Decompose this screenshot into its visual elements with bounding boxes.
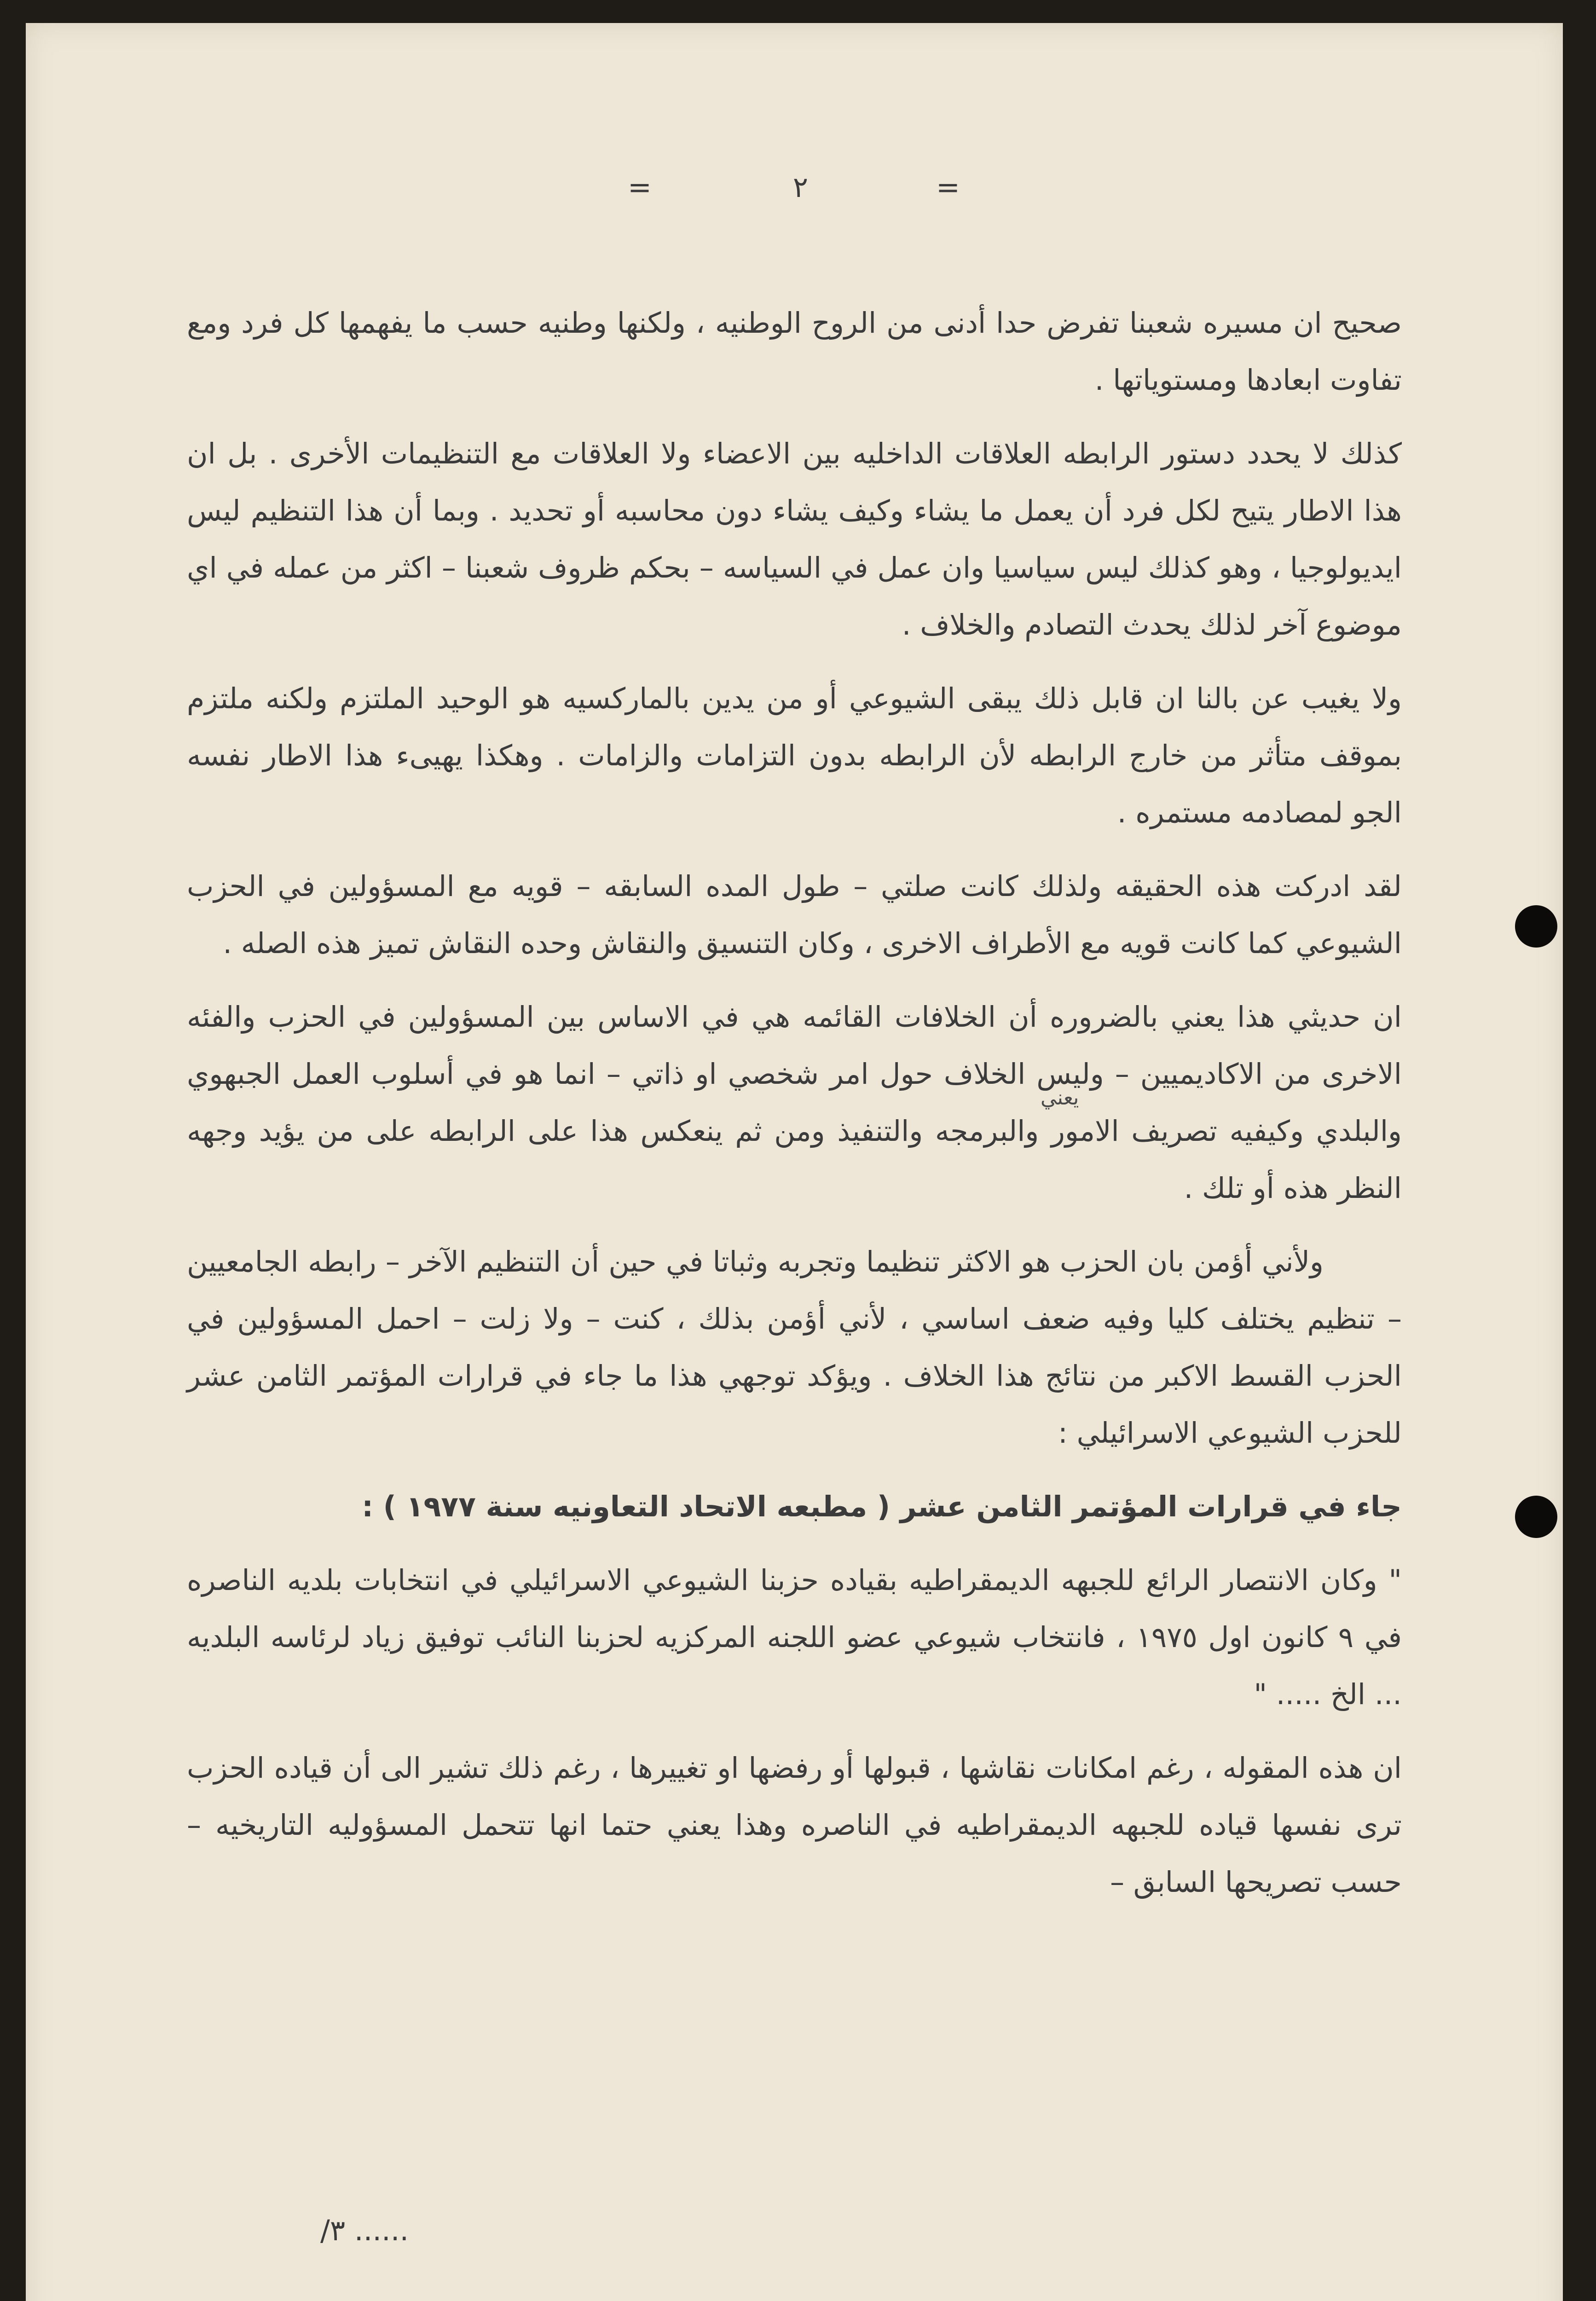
paragraph-2: كذلك لا يحدد دستور الرابطه العلاقات الداخليه بين الاعضاء ولا العلاقات مع التنظيمات الأخرى . بل ان هذا الاطار يتيح لكل فرد أن يعمل ما يشاء وكيف يشاء دون محاسبه أو تحديد . وبما أن هذا التنظيم ليس ايديولوجيا ، وهو كذلك ليس سياسيا وان عمل في السياسه – بحكم ظروف شعبنا – اكثر من عمله في اي موضوع آخر لذلك يحدث التصادم والخلاف . [187, 437, 1402, 642]
punch-hole-upper [1515, 905, 1557, 948]
paragraph-6: ولأني أؤمن بان الحزب هو الاكثر تنظيما وتجربه وثباتا في حين أن التنظيم الآخر – رابطه الجامعيين – تنظيم يختلف كليا وفيه ضعف اساسي ، لأني أؤمن بذلك ، كنت – ولا زلت – احمل المسؤولين في الحزب القسط الاكبر من نتائج هذا الخلاف . ويؤكد توجهي هذا ما جاء في قرارات المؤتمر الثامن عشر للحزب الشيوعي الاسرائيلي : [187, 1245, 1402, 1450]
closing-paragraph: ان هذه المقوله ، رغم امكانات نقاشها ، قبولها أو رفضها او تغييرها ، رغم ذلك تشير الى أن قياده الحزب ترى نفسها قياده للجبهه الديمقراطيه في الناصره وهذا يعني حتما انها تتحمل المسؤوليه التاريخيه – حسب تصريحها السابق – [187, 1751, 1402, 1899]
quote-source: جاء في قرارات المؤتمر الثامن عشر ( مطبعه الاتحاد التعاونيه سنة ١٩٧٧ ) : [362, 1490, 1402, 1523]
page-number: ٢ [792, 170, 808, 204]
paragraph-4: لقد ادركت هذه الحقيقه ولذلك كانت صلتي – طول المده السابقه – قويه مع المسؤولين في الحزب الشيوعي كما كانت قويه مع الأطراف الاخرى ، وكان التنسيق والنقاش وحده النقاش تميز هذه الصله . [187, 869, 1402, 960]
page-header [26, 170, 1563, 225]
paragraph-3: ولا يغيب عن بالنا ان قابل ذلك يبقى الشيوعي أو من يدين بالماركسيه هو الوحيد الملتزم ولكنه ملتزم بموقف متأثر من خارج الرابطه لأن الرابطه بدون التزامات والزامات . وهكذا يهيىء هذا الاطار نفسه الجو لمصادمه مستمره . [187, 682, 1402, 829]
handwritten-margin-note: يعني [1041, 1086, 1079, 1110]
document-page [26, 23, 1563, 2301]
letter-body [187, 295, 1402, 1927]
block-quote: " وكان الانتصار الرائع للجبهه الديمقراطيه بقياده حزبنا الشيوعي الاسرائيلي في انتخابات بلديه الناصره في ٩ كانون اول ١٩٧٥ ، فانتخاب شيوعي عضو اللجنه المركزيه لحزبنا النائب توفيق زياد لرئاسه البلديه ... الخ ..... " [187, 1563, 1402, 1711]
paragraph-5: ان حديثي هذا يعني بالضروره أن الخلافات القائمه هي في الاساس بين المسؤولين في الحزب والفئه الاخرى من الاكاديميين – وليس الخلاف حول امر شخصي او ذاتي – انما هو في أسلوب العمل الجبهوي والبلدي وكيفيه تصريف الامور والبرمجه والتنفيذ ومن ثم ينعكس هذا على الرابطه على من يؤيد وجهه النظر هذه أو تلك . [187, 1000, 1402, 1205]
continuation-marker: /٣ ...... [320, 2214, 409, 2247]
punch-hole-lower [1515, 1496, 1557, 1538]
header-right-mark: = [936, 170, 960, 204]
header-left-mark: = [628, 170, 652, 204]
paragraph-1: صحيح ان مسيره شعبنا تفرض حدا أدنى من الروح الوطنيه ، ولكنها وطنيه حسب ما يفهمها كل فرد ومع تفاوت ابعادها ومستوياتها . [187, 306, 1402, 397]
